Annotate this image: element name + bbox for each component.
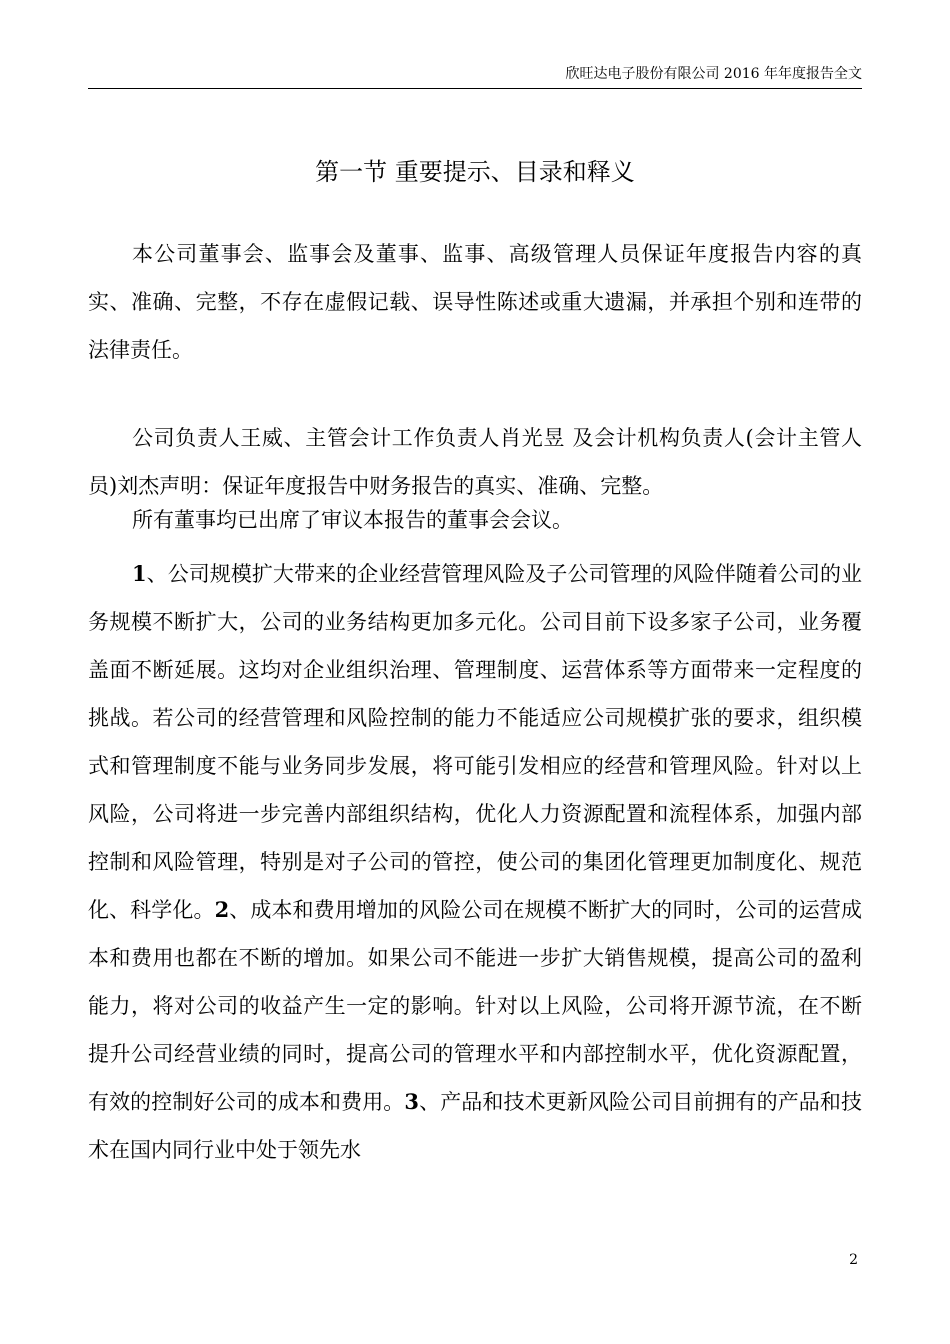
paragraph-board-assurance: 本公司董事会、监事会及董事、监事、高级管理人员保证年度报告内容的真实、准确、完整，不存在虚假记载、误导性陈述或重大遗漏，并承担个别和连带的法律责任。 [88,242,862,362]
paragraph-board-attendance: 所有董事均已出席了审议本报告的董事会会议。 [132,508,573,532]
header-divider [88,88,862,89]
risk-number: 1 [132,561,147,586]
risk-text: 、产品和技术更新风险公司目前拥有的产品和技术在国内同行业中处于领先水 [88,1090,862,1162]
report-header: 欣旺达电子股份有限公司 2016 年年度报告全文 [565,66,862,82]
risk-text: 、成本和费用增加的风险公司在规模不断扩大的同时，公司的运营成本和费用也都在不断的增加。如果公司不能进一步扩大销售规模，提高公司的盈利能力，将对公司的收益产生一定的影响。针对以上风险，公司将开源节流，在不断提升公司经营业绩的同时，提高公司的管理水平和内部控制水平，优化资源配置，有效的控制好公司的成本和费用。 [88,898,862,1114]
page-number: 2 [849,1252,858,1268]
paragraph-responsible-persons: 公司负责人王威、主管会计工作负责人肖光昱 及会计机构负责人(会计主管人员)刘杰声明：保证年度报告中财务报告的真实、准确、完整。 [88,426,862,498]
risk-number: 2 [214,897,230,922]
section-title: 第一节 重要提示、目录和释义 [315,158,635,186]
risk-number: 3 [404,1089,420,1114]
paragraph-risk-factors [88,550,862,1174]
risk-text: 、公司规模扩大带来的企业经营管理风险及子公司管理的风险伴随着公司的业务规模不断扩大，公司的业务结构更加多元化。公司目前下设多家子公司，业务覆盖面不断延展。这均对企业组织治理、管理制度、运营体系等方面带来一定程度的挑战。若公司的经营管理和风险控制的能力不能适应公司规模扩张的要求，组织模式和管理制度不能与业务同步发展，将可能引发相应的经营和管理风险。针对以上风险，公司将进一步完善内部组织结构，优化人力资源配置和流程体系，加强内部控制和风险管理，特别是对子公司的管控，使公司的集团化管理更加制度化、规范化、科学化。 [88,562,862,922]
